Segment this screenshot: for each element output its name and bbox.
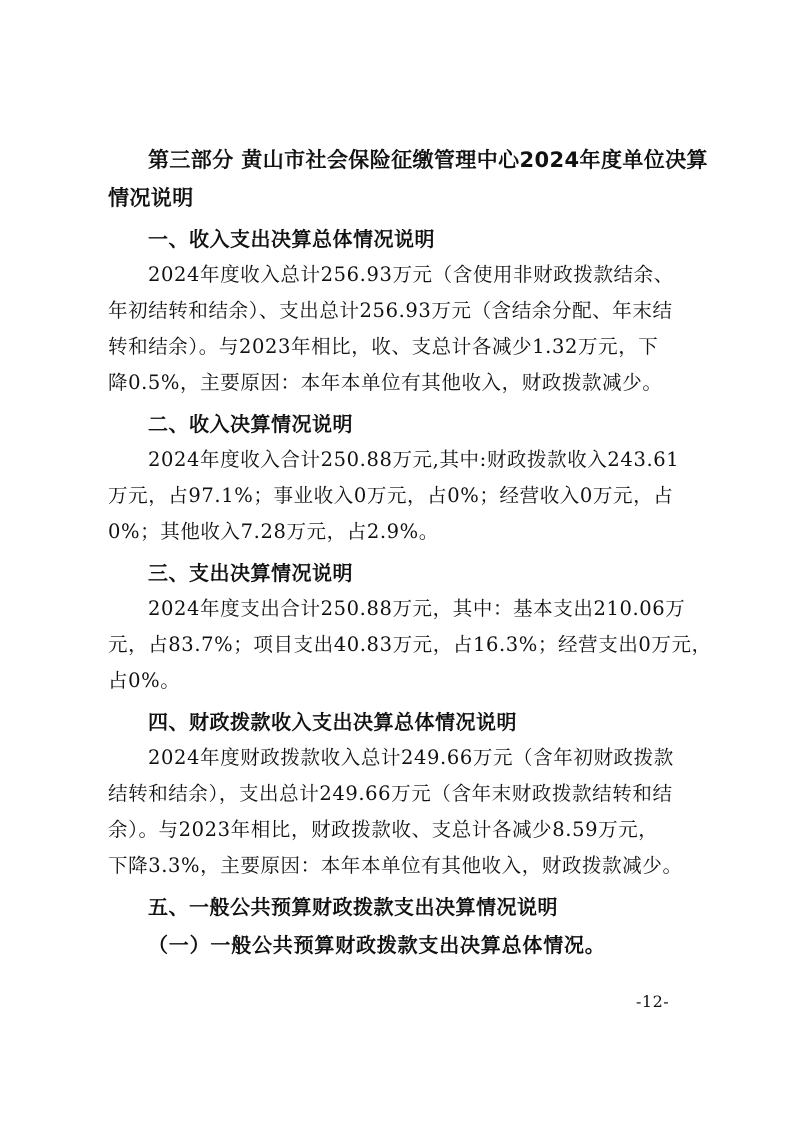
document-title-line-2: 情况说明 <box>108 186 194 210</box>
section-1-line-2: 年初结转和结余）、支出总计256.93万元（含结余分配、年末结 <box>108 299 673 322</box>
section-4-line-1: 2024年度财政拨款收入总计249.66万元（含年初财政拨款 <box>148 746 674 769</box>
section-heading-1: 一、收入支出决算总体情况说明 <box>148 227 435 251</box>
section-heading-2: 二、收入决算情况说明 <box>148 412 353 436</box>
section-1-line-3: 转和结余）。与2023年相比，收、支总计各减少1.32万元，下 <box>108 335 659 358</box>
section-4-line-2: 结转和结余），支出总计249.66万元（含年末财政拨款结转和结 <box>108 782 673 805</box>
section-1-line-1: 2024年度收入总计256.93万元（含使用非财政拨款结余、 <box>148 263 674 286</box>
section-2-line-3: 0%；其他收入7.28万元，占2.9%。 <box>108 520 439 543</box>
section-3-line-2: 元，占83.7%；项目支出40.83万元，占16.3%；经营支出0万元， <box>108 633 712 656</box>
document-title-line-1: 第三部分 黄山市社会保险征缴管理中心2024年度单位决算 <box>148 148 708 172</box>
sub-heading: （一）一般公共预算财政拨款支出决算总体情况。 <box>148 933 606 957</box>
section-2-line-1: 2024年度收入合计250.88万元,其中:财政拨款收入243.61 <box>148 448 680 471</box>
section-4-line-4: 下降3.3%，主要原因：本年本单位有其他收入，财政拨款减少。 <box>108 854 683 877</box>
section-heading-5: 五、一般公共预算财政拨款支出决算情况说明 <box>148 895 558 919</box>
section-heading-4: 四、财政拨款收入支出决算总体情况说明 <box>148 710 517 734</box>
section-1-line-4: 降0.5%，主要原因：本年本单位有其他收入，财政拨款减少。 <box>108 371 663 394</box>
section-4-line-3: 余）。与2023年相比，财政拨款收、支总计各减少8.59万元， <box>108 818 659 841</box>
section-3-line-1: 2024年度支出合计250.88万元，其中：基本支出210.06万 <box>148 597 686 620</box>
section-2-line-2: 万元，占97.1%；事业收入0万元，占0%；经营收入0万元，占 <box>108 484 674 507</box>
section-3-line-3: 占0%。 <box>108 669 181 692</box>
section-heading-3: 三、支出决算情况说明 <box>148 561 353 585</box>
page-number: -12- <box>636 992 670 1011</box>
